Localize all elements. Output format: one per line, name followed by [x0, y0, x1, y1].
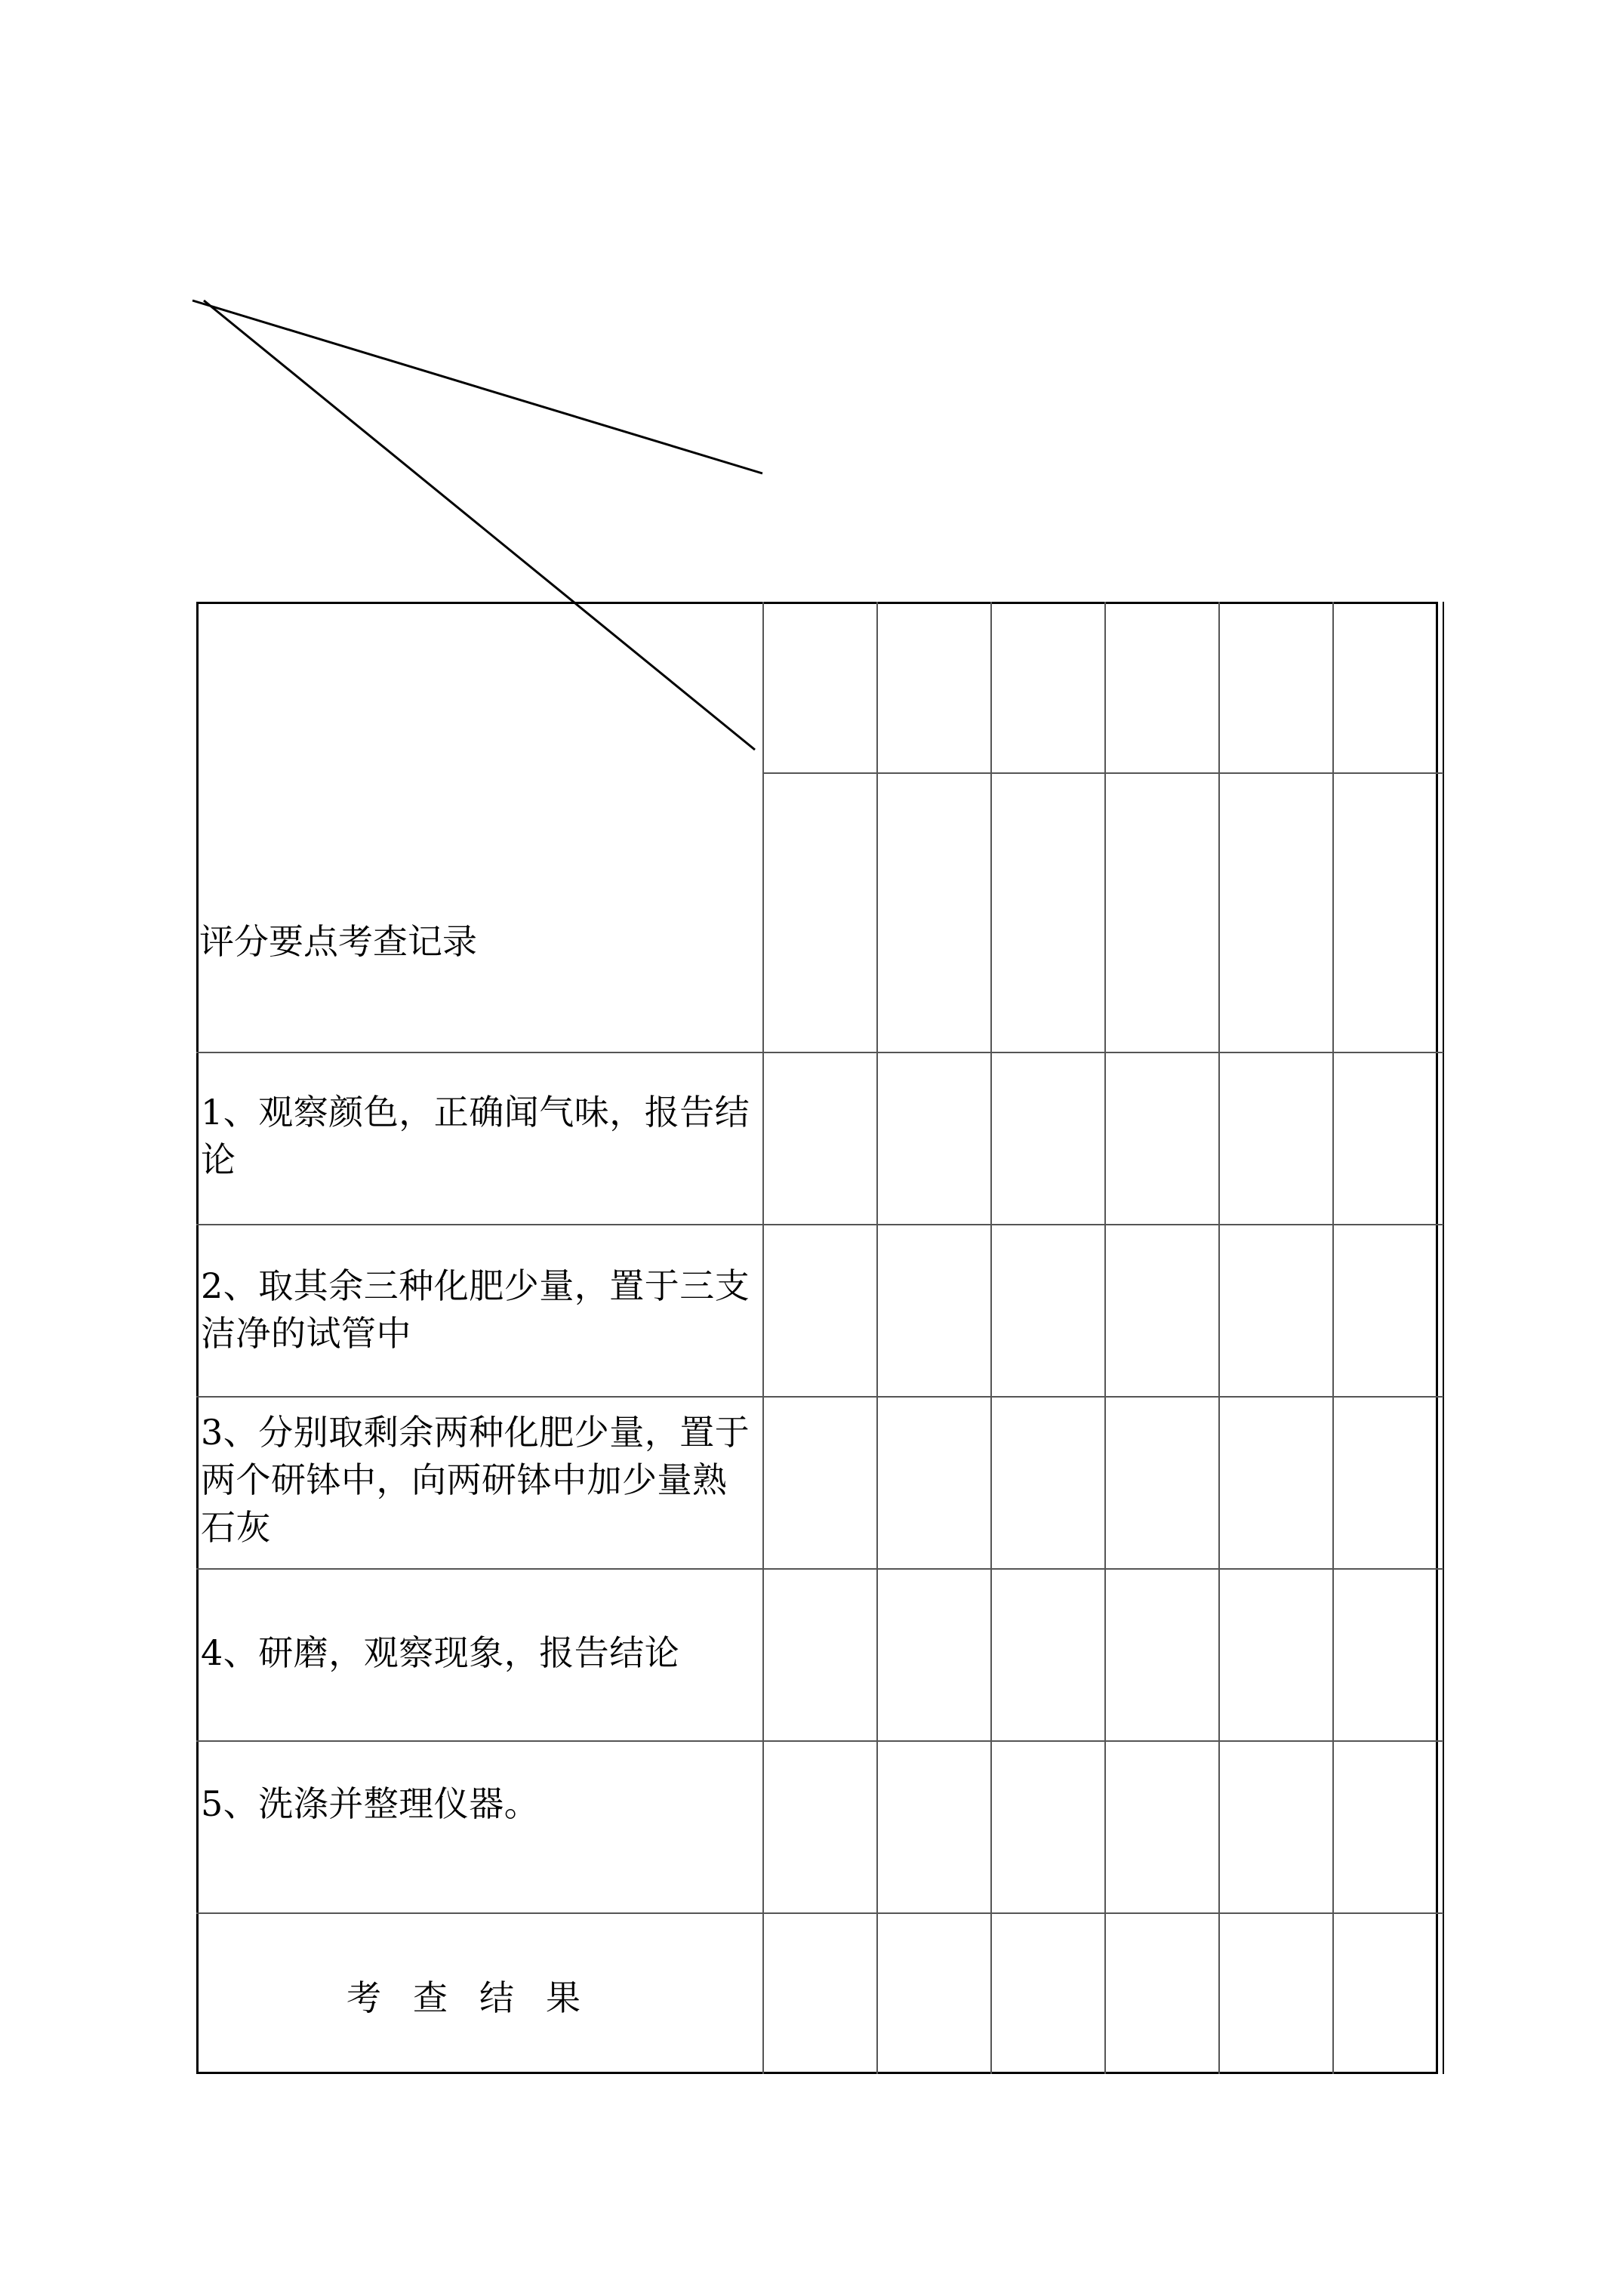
row-label-2: 2、取其余三种化肥少量，置于三支洁净的试管中 — [201, 1265, 750, 1354]
header-subdivider — [762, 772, 1443, 774]
row-divider-2 — [196, 1224, 1443, 1225]
result-label: 考查结果 — [346, 1977, 612, 2018]
column-divider-6 — [1332, 602, 1334, 2074]
row-divider-1 — [196, 1052, 1443, 1053]
header-label: 评分要点考查记录 — [199, 921, 477, 962]
column-divider-4 — [1104, 602, 1106, 2074]
row-divider-6 — [196, 1912, 1443, 1914]
row-label-1: 1、观察颜色，正确闻气味，报告结论 — [201, 1092, 750, 1180]
diagonal-line-upper — [192, 300, 762, 473]
column-divider-5 — [1218, 602, 1220, 2074]
row-divider-3 — [196, 1396, 1443, 1398]
column-divider-3 — [990, 602, 992, 2074]
row-label-3: 3、分别取剩余两种化肥少量，置于两个研钵中，向两研钵中加少量熟石灰 — [201, 1412, 750, 1548]
table-right-double-border — [1443, 602, 1444, 2074]
row-divider-5 — [196, 1740, 1443, 1742]
row-label-4: 4、研磨，观察现象，报告结论 — [201, 1632, 680, 1673]
column-divider-2 — [876, 602, 878, 2074]
row-label-5: 5、洗涤并整理仪器。 — [201, 1783, 540, 1824]
row-divider-4 — [196, 1568, 1443, 1570]
column-divider-1 — [762, 602, 764, 2074]
